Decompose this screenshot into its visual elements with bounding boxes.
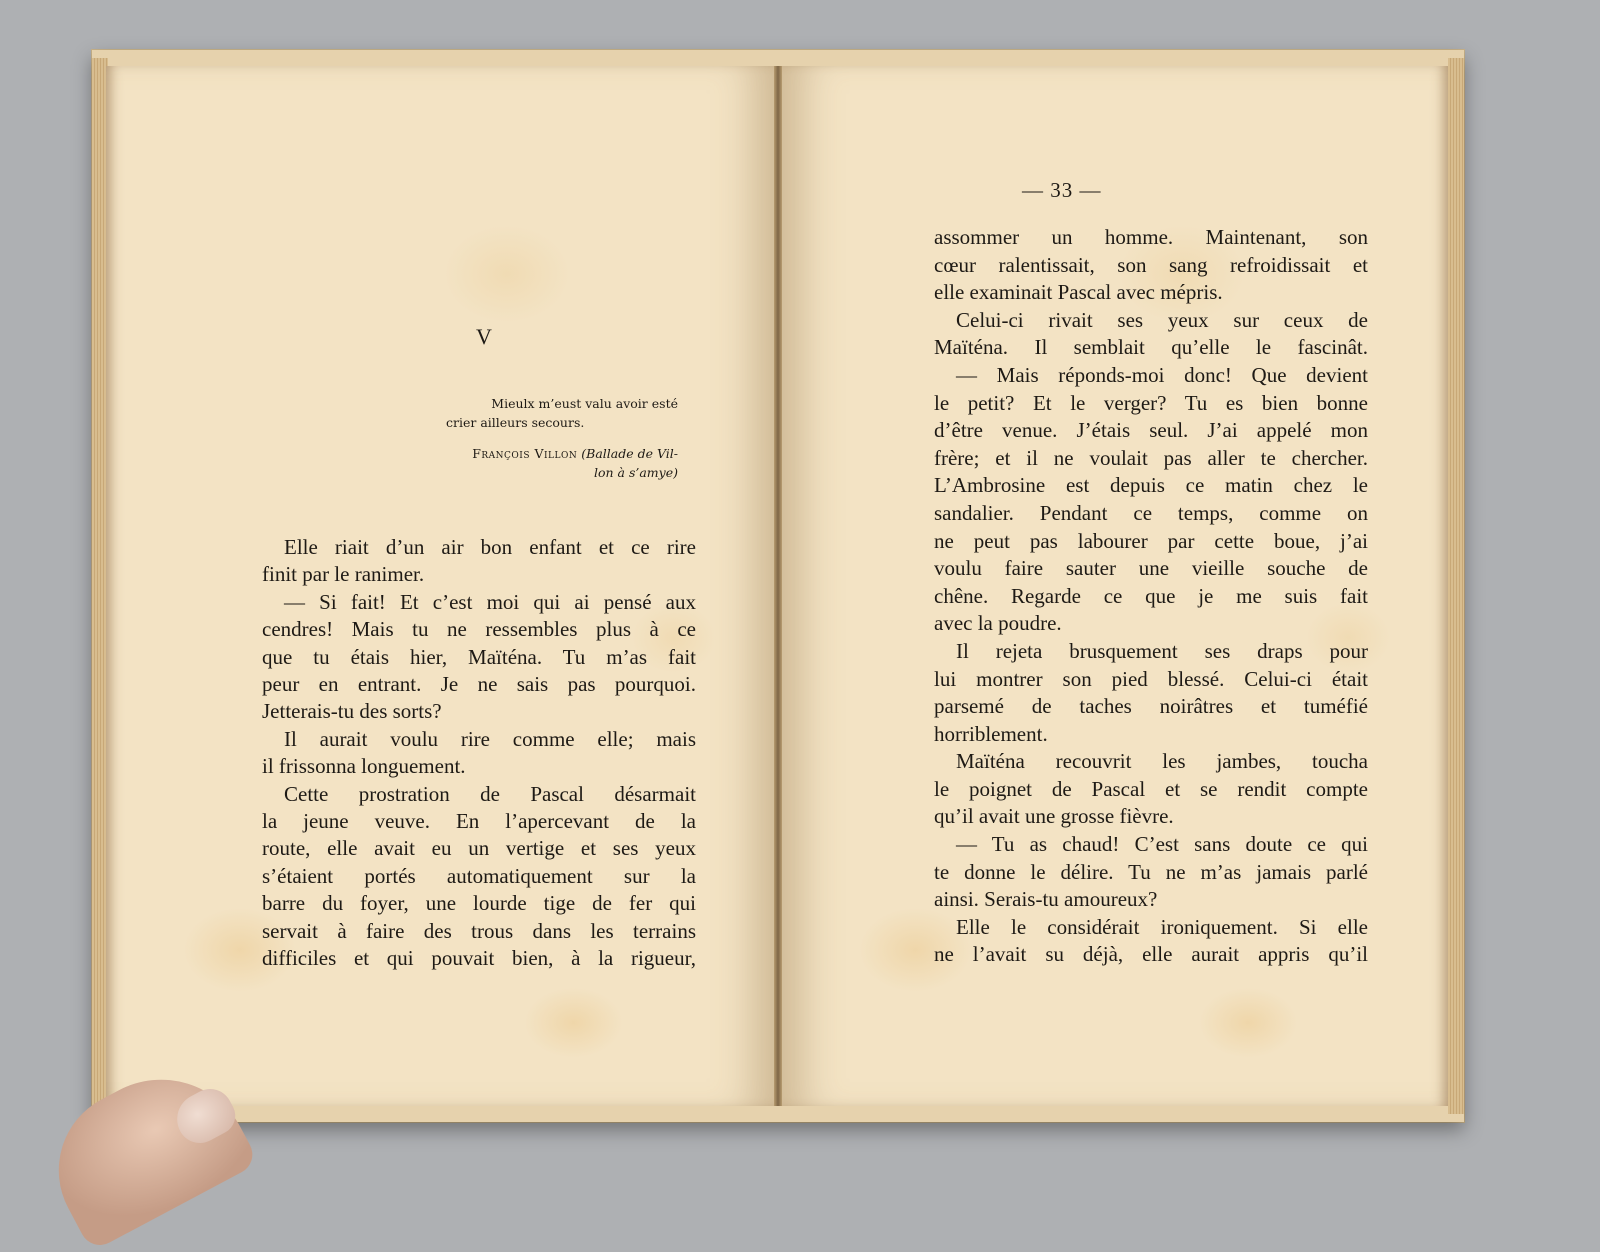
text-line: sandalier. Pendant ce temps, comme on (934, 500, 1368, 525)
text-line: barre du foyer, une lourde tige de fer qui (262, 891, 696, 916)
epigraph-attribution (446, 444, 678, 482)
epigraph-work: (Ballade de Vil- (581, 446, 678, 461)
text-line: — Si fait! Et c’est moi qui ai pensé aux (284, 589, 696, 614)
page-edges-right (1448, 58, 1464, 1114)
epigraph-line: crier ailleurs secours. (446, 415, 585, 430)
right-page (782, 66, 1448, 1106)
text-line: elle examinait Pascal avec mépris. (934, 280, 1223, 305)
text-line: horriblement. (934, 721, 1048, 746)
text-line: chêne. Regarde ce que je me suis fait (934, 583, 1368, 608)
text-line: ne l’avait su déjà, elle aurait appris qu’il (934, 942, 1368, 967)
left-page-body (262, 534, 696, 973)
text-line: s’étaient portés automatiquement sur la (262, 863, 696, 888)
text-line: avec la poudre. (934, 611, 1062, 636)
epigraph (446, 394, 678, 482)
epigraph-line: Mieulx m’eust valu avoir esté (491, 396, 678, 411)
text-line: cœur ralentissait, son sang refroidissait et (934, 252, 1368, 277)
text-line: le poignet de Pascal et se rendit compte (934, 776, 1368, 801)
text-line: le petit? Et le verger? Tu es bien bonne (934, 390, 1368, 415)
text-line: difficiles et qui pouvait bien, à la rigueur, (262, 946, 696, 971)
text-line: Celui-ci rivait ses yeux sur ceux de (956, 307, 1368, 332)
epigraph-work-cont: lon à s’amye) (593, 465, 678, 480)
right-page-body (934, 224, 1368, 969)
text-line: frère; et il ne voulait pas aller te chercher. (934, 445, 1368, 470)
text-line: te donne le délire. Tu ne m’as jamais parlé (934, 859, 1368, 884)
chapter-number: V (476, 324, 492, 349)
text-line: Jetterais-tu des sorts? (262, 699, 442, 724)
text-line: — Mais réponds-moi donc! Que devient (956, 362, 1368, 387)
text-line: il frissonna longuement. (262, 754, 466, 779)
text-line: d’être venue. J’étais seul. J’ai appelé mon (934, 418, 1368, 443)
text-line: Maïténa recouvrit les jambes, toucha (956, 749, 1368, 774)
text-line: Elle riait d’un air bon enfant et ce rire (284, 535, 696, 559)
text-line: cendres! Mais tu ne ressembles plus à ce (262, 617, 696, 642)
page-number: — 33 — (1022, 178, 1102, 202)
open-book (92, 50, 1464, 1122)
epigraph-author: François Villon (472, 446, 578, 461)
text-line: Elle le considérait ironiquement. Si elle (956, 914, 1368, 939)
text-line: ainsi. Serais-tu amoureux? (934, 887, 1158, 912)
book-gutter (774, 66, 782, 1106)
text-line: Il aurait voulu rire comme elle; mais (284, 726, 696, 751)
text-line: Maïténa. Il semblait qu’elle le fascinât. (934, 335, 1368, 360)
text-line: peur en entrant. Je ne sais pas pourquoi. (262, 672, 696, 697)
left-page (106, 66, 774, 1106)
text-line: Cette prostration de Pascal désarmait (284, 781, 696, 806)
text-line: Il rejeta brusquement ses draps pour (956, 638, 1368, 663)
text-line: assommer un homme. Maintenant, son (934, 225, 1368, 249)
text-line: finit par le ranimer. (262, 562, 425, 587)
text-line: ne peut pas labourer par cette boue, j’ai (934, 528, 1368, 553)
text-line: la jeune veuve. En l’apercevant de la (262, 809, 696, 834)
text-line: que tu étais hier, Maïténa. Tu m’as fait (262, 644, 696, 669)
text-line: L’Ambrosine est depuis ce matin chez le (934, 473, 1368, 498)
text-line: voulu faire sauter une vieille souche de (934, 556, 1368, 581)
text-line: servait à faire des trous dans les terrains (262, 918, 696, 943)
text-line: route, elle avait eu un vertige et ses yeux (262, 836, 696, 861)
text-line: qu’il avait une grosse fièvre. (934, 804, 1174, 829)
text-line: lui montrer son pied blessé. Celui-ci était (934, 666, 1368, 691)
text-line: parsemé de taches noirâtres et tuméfié (934, 694, 1368, 719)
text-line: — Tu as chaud! C’est sans doute ce qui (956, 832, 1368, 857)
